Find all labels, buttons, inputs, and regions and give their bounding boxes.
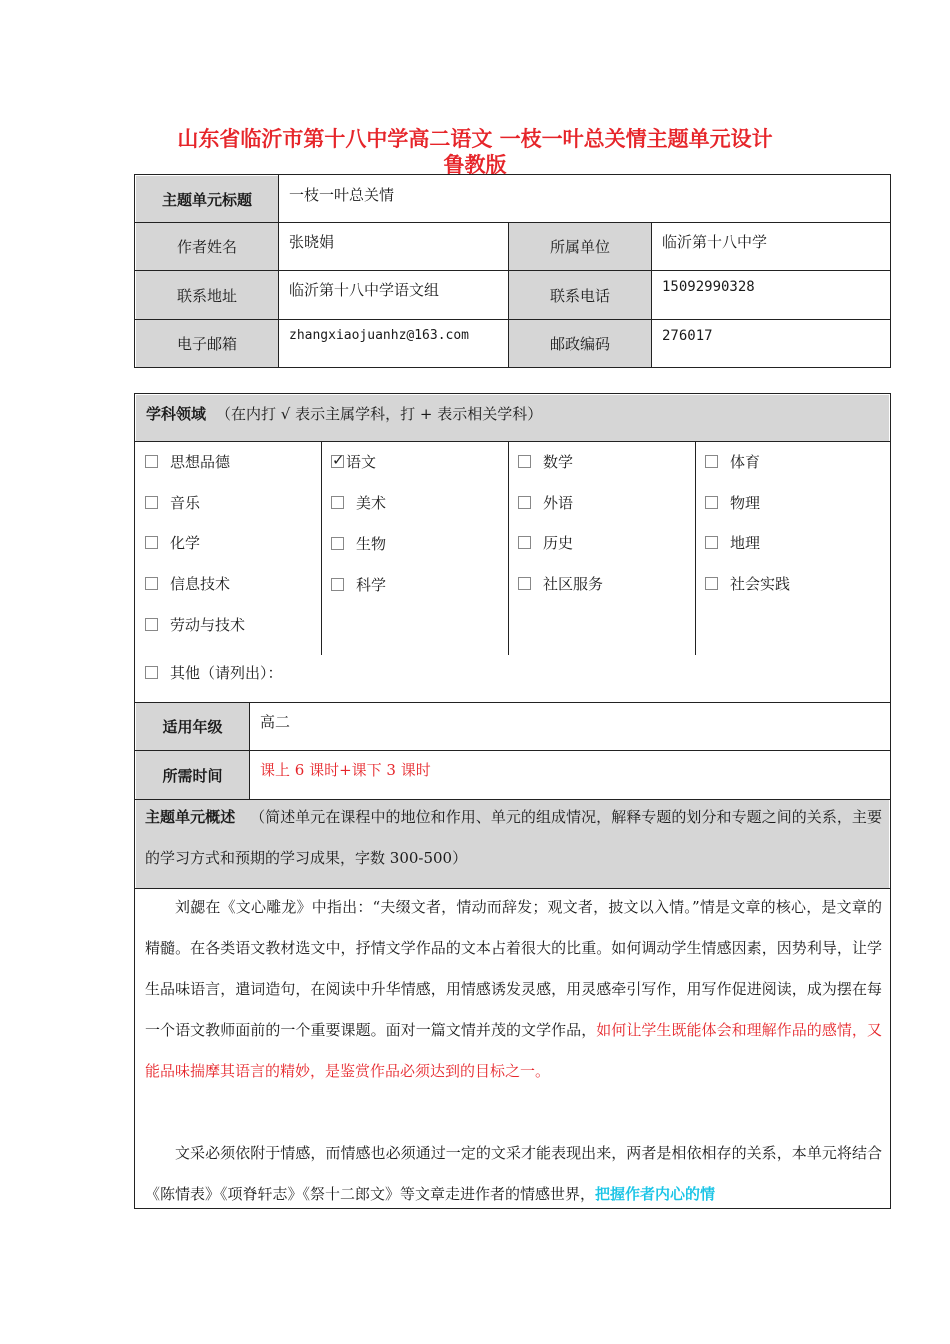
subject-area-hint: （在内打 √ 表示主属学科，打 + 表示相关学科） [216, 405, 543, 423]
checkbox-icon[interactable] [518, 496, 531, 509]
subject-chemistry[interactable]: 化学 [145, 532, 200, 553]
overview-hint: （简述单元在课程中的地位和作用、单元的组成情况，解释专题的划分和专题之间的关系，主要的学习方式和预期的学习成果，字数 300-500） [145, 808, 882, 867]
checkbox-icon[interactable] [705, 577, 718, 590]
subject-area-header [136, 395, 889, 441]
overview-p1-text: 刘勰在《文心雕龙》中指出：“夫缀文者，情动而辞发；观文者，披文以入情。”情是文章的核心，是文章的精髓。在各类语文教材选文中，抒情文学作品的文本占着很大的比重。如何调动学生情感因素，因势利导，让学生品味语言，遣词造句，在阅读中升华情感，用情感诱发灵感，用灵感牵引写作，用写作促进阅读，成为摆在每一个语文教师面前的一个重要课题。面对一篇文情并茂的文学作品， [145, 898, 882, 1039]
time-label: 所需时间 [136, 751, 249, 799]
address-label: 联系地址 [136, 271, 278, 319]
checkbox-icon[interactable] [331, 578, 344, 591]
subject-art[interactable]: 美术 [331, 492, 386, 513]
checkbox-icon[interactable] [331, 537, 344, 550]
subject-science[interactable]: 科学 [331, 574, 386, 595]
checkbox-icon[interactable] [145, 577, 158, 590]
address-value: 临沂第十八中学语文组 [289, 281, 440, 299]
subject-labor[interactable]: 劳动与技术 [145, 614, 245, 635]
checkbox-icon[interactable] [145, 496, 158, 509]
subject-area-label: 学科领域 [146, 405, 207, 423]
subject-it[interactable]: 信息技术 [145, 573, 230, 594]
checkbox-icon[interactable] [518, 536, 531, 549]
postcode-label: 邮政编码 [509, 320, 651, 367]
subject-ideology[interactable]: 思想品德 [145, 451, 230, 472]
subject-math[interactable]: 数学 [518, 451, 573, 472]
org-value: 临沂第十八中学 [662, 233, 768, 251]
document-title-line2: 鲁教版 [443, 153, 507, 177]
grade-value: 高二 [260, 713, 291, 731]
checkbox-icon[interactable] [705, 496, 718, 509]
subject-other[interactable]: 其他（请列出）： [145, 662, 283, 683]
email-label: 电子邮箱 [136, 320, 278, 367]
overview-p2-highlight: 把握作者内心的情 [595, 1185, 716, 1203]
postcode-value: 276017 [662, 328, 713, 344]
checkbox-icon[interactable] [145, 455, 158, 468]
subject-biology[interactable]: 生物 [331, 533, 386, 554]
subject-geography[interactable]: 地理 [705, 532, 760, 553]
subject-chinese[interactable]: ✓ 语文 [331, 451, 376, 472]
phone-value: 15092990328 [662, 279, 755, 295]
author-label: 作者姓名 [136, 223, 278, 270]
time-value: 课上 6 课时+课下 3 课时 [260, 761, 431, 779]
checkbox-icon[interactable] [145, 666, 158, 679]
checkbox-icon[interactable] [518, 455, 531, 468]
subject-pe[interactable]: 体育 [705, 451, 760, 472]
subject-social-practice[interactable]: 社会实践 [705, 573, 790, 594]
author-value: 张晓娟 [289, 233, 335, 251]
checkbox-icon[interactable] [518, 577, 531, 590]
overview-p2-text: 文采必须依附于情感，而情感也必须通过一定的文采才能表现出来，两者是相依相存的关系，本单元将结合《陈情表》《项脊轩志》《祭十二郎文》等文章走进作者的情感世界， [145, 1144, 882, 1203]
unit-title-label: 主题单元标题 [136, 176, 278, 222]
subject-physics[interactable]: 物理 [705, 492, 760, 513]
overview-header-text [145, 797, 882, 879]
document-title-line1: 山东省临沂市第十八中学高二语文 一枝一叶总关情主题单元设计 [177, 127, 773, 151]
checkbox-icon[interactable] [145, 536, 158, 549]
checkbox-icon[interactable] [331, 496, 344, 509]
checkbox-icon[interactable] [145, 618, 158, 631]
checkbox-icon[interactable] [705, 455, 718, 468]
unit-title-value: 一枝一叶总关情 [289, 186, 395, 204]
email-value: zhangxiaojuanhz@163.com [289, 328, 470, 343]
grade-label: 适用年级 [136, 703, 249, 750]
subject-history[interactable]: 历史 [518, 532, 573, 553]
subject-foreign-language[interactable]: 外语 [518, 492, 573, 513]
overview-paragraph-1 [145, 887, 882, 1092]
overview-paragraph-2 [145, 1133, 882, 1205]
subject-music[interactable]: 音乐 [145, 492, 200, 513]
overview-label: 主题单元概述 [145, 808, 236, 826]
subject-community-service[interactable]: 社区服务 [518, 573, 603, 594]
checkmark-icon[interactable] [331, 455, 344, 468]
org-label: 所属单位 [509, 223, 651, 270]
checkbox-icon[interactable] [705, 536, 718, 549]
overview-p1-highlight: 如何让学生既能体会和理解作品的感情，又能品味揣摩其语言的精妙，是鉴赏作品必须达到的目标之一。 [145, 1021, 882, 1080]
phone-label: 联系电话 [509, 271, 651, 319]
